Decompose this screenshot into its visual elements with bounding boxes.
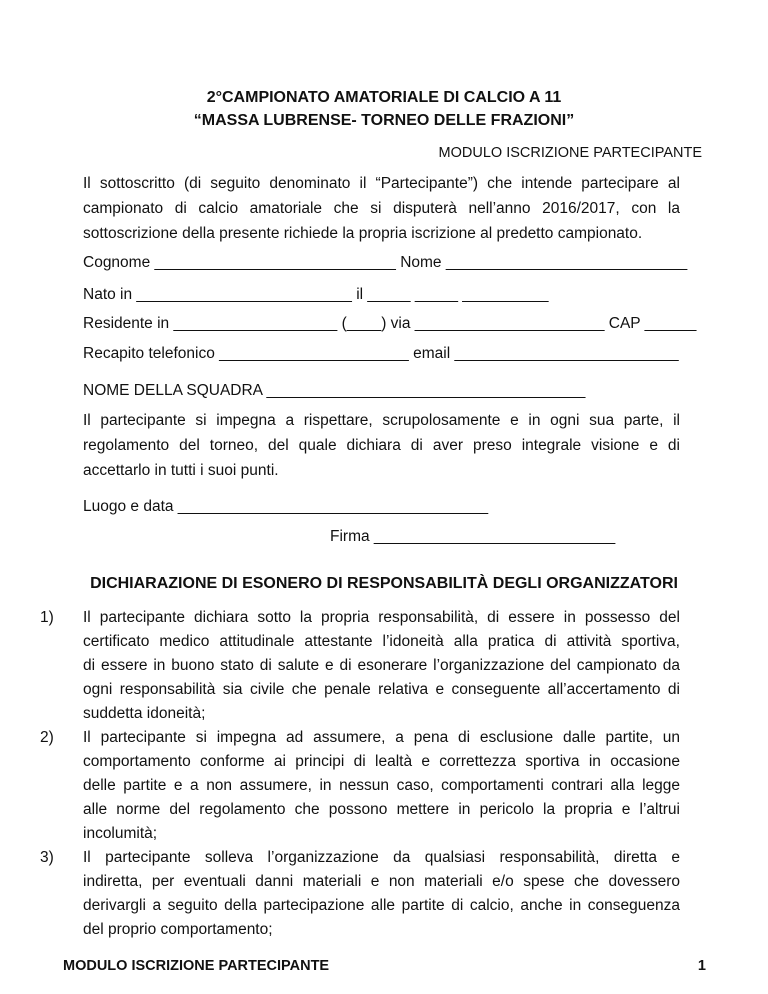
list-item-line: Il partecipante dichiara sotto la propria responsabilità, di essere in possesso del bbox=[83, 609, 680, 626]
list-item-line: delle partite e a non assumere, in nessun caso, comportamenti contrari alla legge bbox=[83, 777, 680, 794]
field-luogo-data[interactable]: Luogo e data ____________________________________ bbox=[83, 498, 489, 515]
footer-label: MODULO ISCRIZIONE PARTECIPANTE bbox=[63, 958, 330, 974]
field-squadra[interactable]: NOME DELLA SQUADRA _____________________________________ bbox=[83, 382, 586, 399]
field-cognome-nome[interactable]: Cognome ____________________________ Nome ____________________________ bbox=[83, 254, 688, 271]
list-item-line: ogni responsabilità sia civile che penale relativa e conseguente all’accertamento di bbox=[83, 681, 680, 698]
list-item-line: di essere in buono stato di salute e di esonerare l’organizzazione del campionato da bbox=[83, 657, 680, 674]
list-item-line: incolumità; bbox=[83, 825, 158, 842]
title-line-1: 2°CAMPIONATO AMATORIALE DI CALCIO A 11 bbox=[206, 89, 562, 106]
list-item-number: 2) bbox=[40, 729, 54, 746]
list-item-line: indiretta, per eventuali danni materiali e non materiali e/o spese che dovessero bbox=[83, 873, 680, 890]
commitment-line-3: accettarlo in tutti i suoi punti. bbox=[83, 462, 279, 479]
commitment-line-1: Il partecipante si impegna a rispettare, scrupolosamente e in ogni sua parte, il bbox=[83, 412, 680, 429]
list-item-line: Il partecipante si impegna ad assumere, a pena di esclusione dalle partite, un bbox=[83, 729, 680, 746]
field-residente[interactable]: Residente in ___________________ (____) via ______________________ CAP ______ bbox=[83, 315, 697, 332]
intro-line-3: sottoscrizione della presente richiede la propria iscrizione al predetto campionato. bbox=[83, 225, 643, 242]
intro-line-2: campionato di calcio amatoriale che si disputerà nell’anno 2016/2017, con la bbox=[83, 200, 680, 217]
intro-line-1: Il sottoscritto (di seguito denominato il “Partecipante”) che intende partecipare al bbox=[83, 175, 680, 192]
title-line-2: “MASSA LUBRENSE- TORNEO DELLE FRAZIONI” bbox=[193, 112, 575, 129]
form-label: MODULO ISCRIZIONE PARTECIPANTE bbox=[438, 145, 702, 161]
list-item-number: 1) bbox=[40, 609, 54, 626]
list-item-number: 3) bbox=[40, 849, 54, 866]
page-number: 1 bbox=[697, 958, 706, 974]
field-recapito[interactable]: Recapito telefonico ______________________ email __________________________ bbox=[83, 345, 679, 362]
list-item-line: alle norme del regolamento che possono mettere in pericolo la propria e l’altrui bbox=[83, 801, 680, 818]
commitment-line-2: regolamento del torneo, del quale dichiara di aver preso integrale visione e di bbox=[83, 437, 680, 454]
section-title: DICHIARAZIONE DI ESONERO DI RESPONSABILITÀ DEGLI ORGANIZZATORI bbox=[90, 575, 678, 592]
list-item-line: certificato medico attitudinale attestante l’idoneità alla pratica di attività sportiva, bbox=[83, 633, 680, 650]
list-item-line: derivargli a seguito della partecipazione alle partite di calcio, anche in conseguenza bbox=[83, 897, 680, 914]
list-item-line: Il partecipante solleva l’organizzazione da qualsiasi responsabilità, diretta e bbox=[83, 849, 680, 866]
list-item-line: del proprio comportamento; bbox=[83, 921, 273, 938]
list-item-line: comportamento conforme ai principi di lealtà e correttezza sportiva in occasione bbox=[83, 753, 680, 770]
field-firma[interactable]: Firma ____________________________ bbox=[330, 528, 616, 545]
field-nato[interactable]: Nato in _________________________ il _____ _____ __________ bbox=[83, 286, 549, 303]
list-item-line: suddetta idoneità; bbox=[83, 705, 206, 722]
